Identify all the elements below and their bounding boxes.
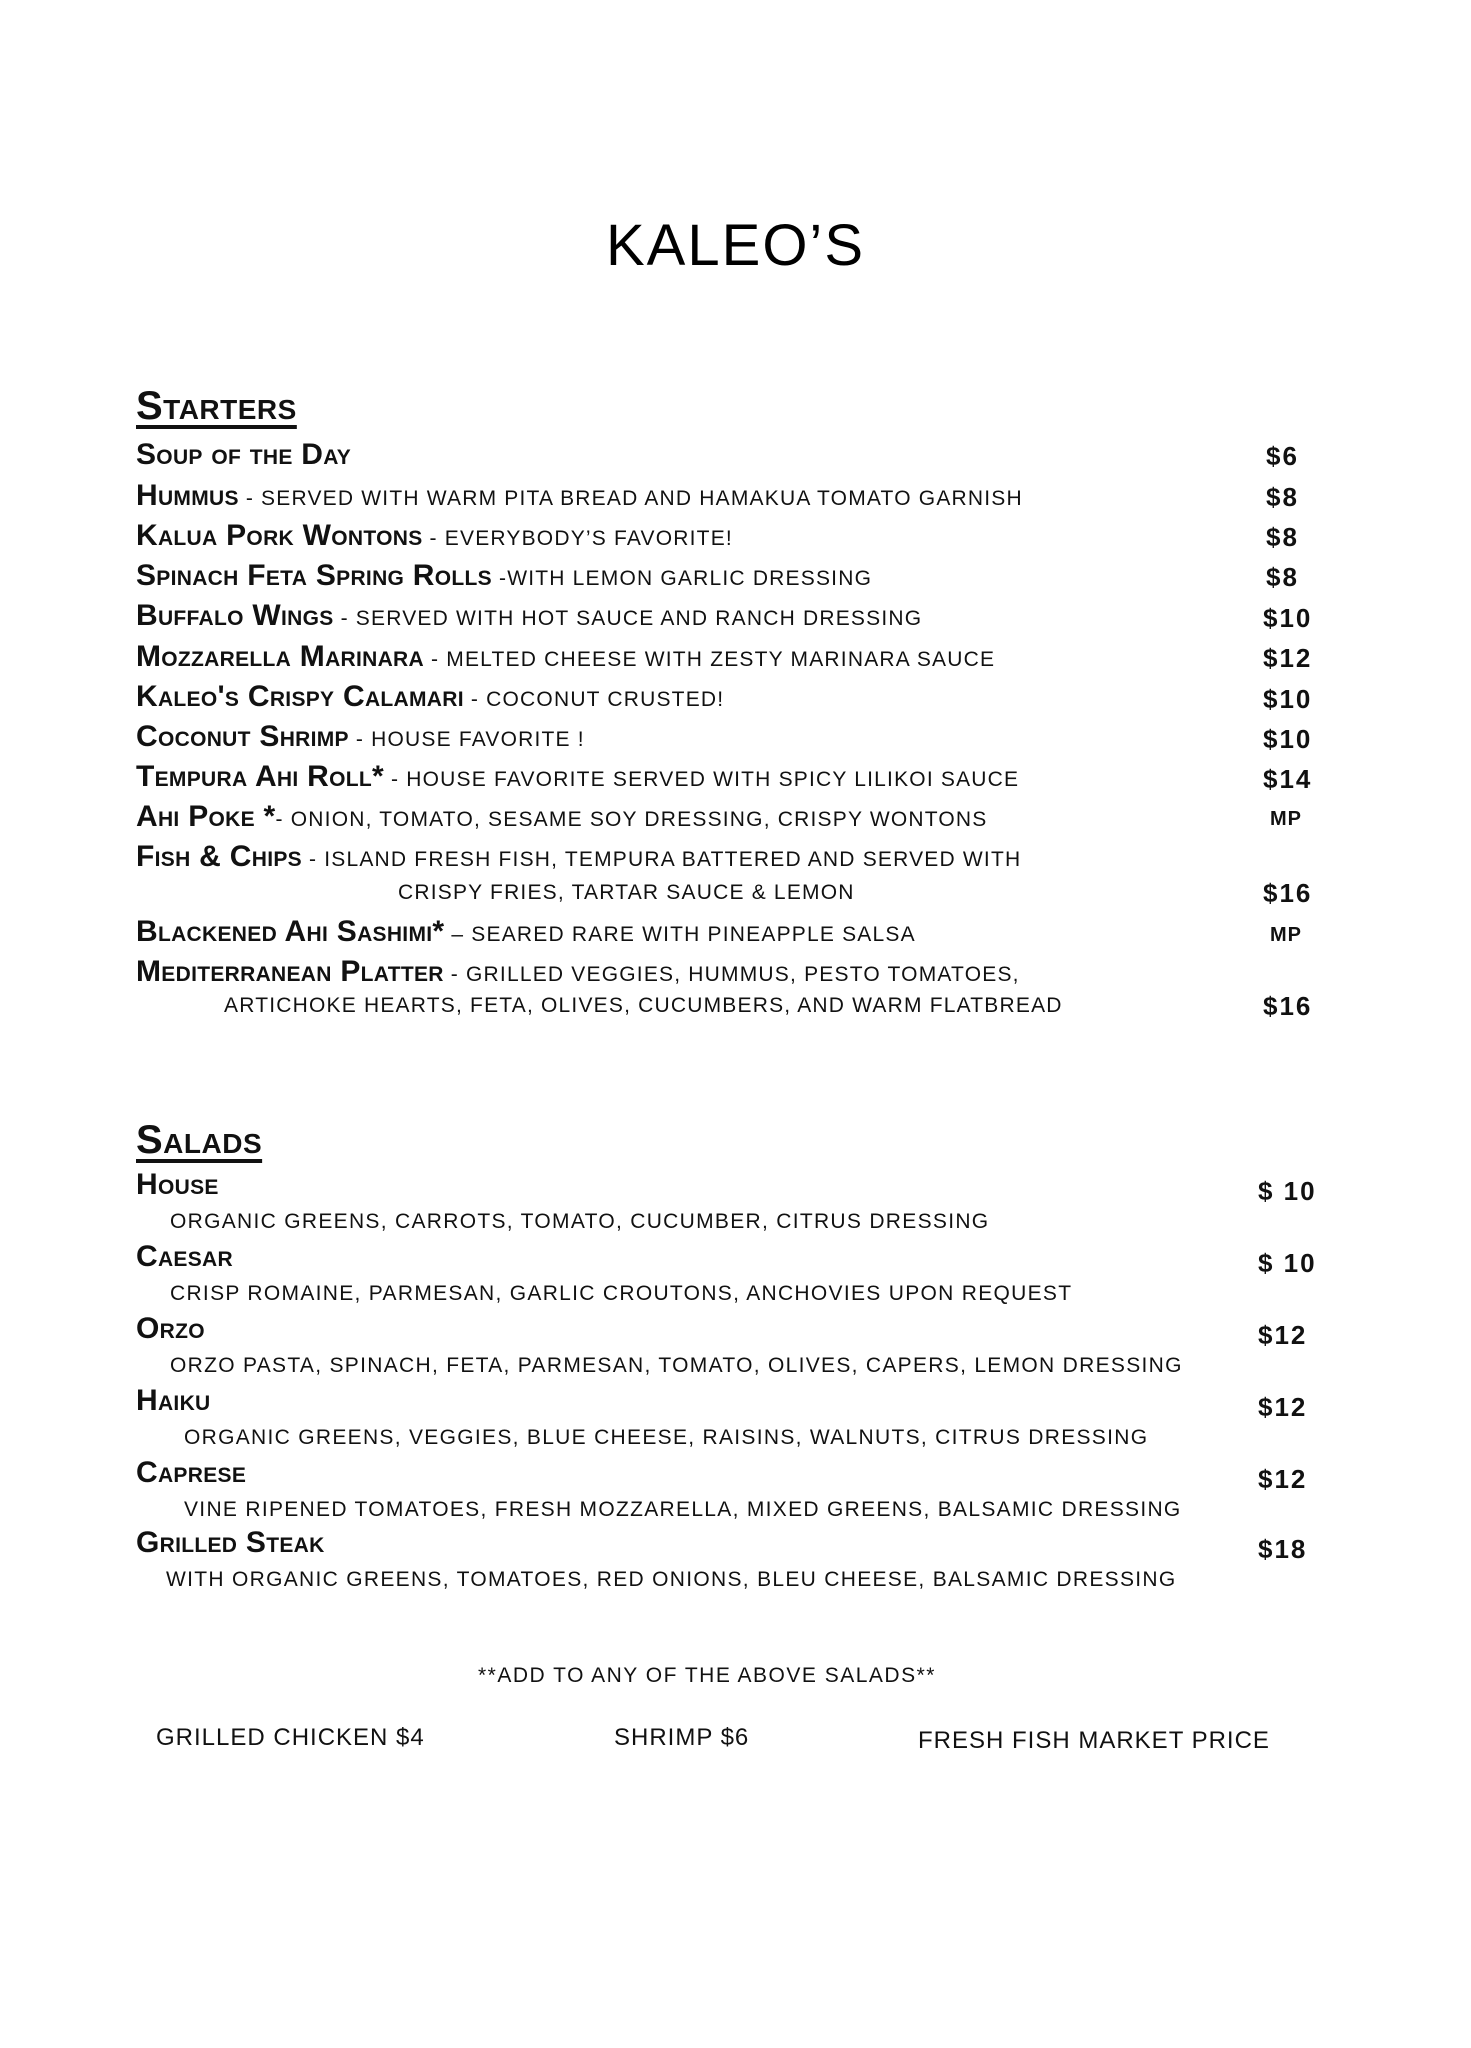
item-name: Blackened Ahi Sashimi*	[136, 915, 445, 948]
salad-grilled-steak	[136, 1526, 1336, 1566]
item-desc: WITH ORGANIC GREENS, TOMATOES, RED ONIONS, BLEU CHEESE, BALSAMIC DRESSING	[166, 1568, 1177, 1591]
starters-heading: Starters	[136, 384, 297, 428]
item-name: Caesar	[136, 1240, 233, 1273]
item-name: Caprese	[136, 1456, 247, 1489]
item-desc: - SERVED WITH HOT SAUCE AND RANCH DRESSING	[333, 607, 923, 630]
menu-item-blackened-ahi-sashimi	[136, 915, 1336, 955]
salad-house	[136, 1168, 1336, 1208]
addon-shrimp: SHRIMP $6	[614, 1724, 750, 1751]
item-desc: - ISLAND FRESH FISH, TEMPURA BATTERED AND SERVED WITH	[301, 848, 1022, 871]
item-price: $8	[1266, 482, 1299, 512]
item-desc: ORZO PASTA, SPINACH, FETA, PARMESAN, TOMATO, OLIVES, CAPERS, LEMON DRESSING	[170, 1354, 1183, 1377]
item-desc: – SEARED RARE WITH PINEAPPLE SALSA	[444, 923, 916, 946]
item-price: $8	[1266, 562, 1299, 592]
item-price: $8	[1266, 522, 1299, 552]
menu-item-hummus	[136, 479, 1336, 519]
item-price: $10	[1263, 724, 1313, 754]
item-desc: - EVERYBODY’S FAVORITE!	[422, 527, 733, 550]
menu-item-fish-and-chips	[136, 840, 1336, 880]
salads-heading: Salads	[136, 1118, 263, 1162]
item-name: Orzo	[136, 1312, 205, 1345]
item-name: Mozzarella Marinara	[136, 640, 424, 673]
salad-haiku	[136, 1384, 1336, 1424]
item-price: $10	[1263, 684, 1313, 714]
item-name: Spinach Feta Spring Rolls	[136, 559, 492, 592]
item-price: $6	[1266, 441, 1299, 471]
item-name: House	[136, 1168, 219, 1201]
item-price: $ 10	[1258, 1176, 1317, 1206]
item-desc-continued: CRISPY FRIES, TARTAR SAUCE & LEMON	[398, 881, 855, 904]
addon-grilled-chicken: GRILLED CHICKEN $4	[156, 1724, 425, 1751]
menu-item-soup	[136, 438, 1336, 478]
item-name: Hummus	[136, 479, 239, 512]
item-desc: -WITH LEMON GARLIC DRESSING	[491, 567, 873, 590]
item-price: $16	[1263, 991, 1313, 1021]
item-name: Ahi Poke *	[136, 800, 276, 833]
menu-item-tempura-ahi-roll	[136, 760, 1336, 800]
item-name: Coconut Shrimp	[136, 720, 349, 753]
item-price: $18	[1258, 1534, 1308, 1564]
menu-item-coconut-shrimp	[136, 720, 1336, 760]
item-desc: ORGANIC GREENS, VEGGIES, BLUE CHEESE, RAISINS, WALNUTS, CITRUS DRESSING	[184, 1426, 1149, 1449]
menu-item-ahi-poke	[136, 800, 1336, 840]
menu-item-spring-rolls	[136, 559, 1336, 599]
salad-addon-note: **ADD TO ANY OF THE ABOVE SALADS**	[478, 1664, 936, 1687]
item-price: MP	[1270, 924, 1302, 946]
salad-orzo	[136, 1312, 1336, 1352]
item-desc-continued: ARTICHOKE HEARTS, FETA, OLIVES, CUCUMBERS, AND WARM FLATBREAD	[224, 994, 1063, 1017]
item-price: $12	[1258, 1320, 1308, 1350]
menu-item-kalua-pork-wontons	[136, 519, 1336, 559]
item-price: $ 10	[1258, 1248, 1317, 1278]
salad-caprese	[136, 1456, 1336, 1496]
menu-item-buffalo-wings	[136, 599, 1336, 639]
item-name: Mediterranean Platter	[136, 955, 444, 988]
item-name: Soup of the Day	[136, 438, 352, 471]
restaurant-title: KALEO’S	[606, 213, 865, 278]
item-desc: - MELTED CHEESE WITH ZESTY MARINARA SAUCE	[424, 648, 996, 671]
item-price: $16	[1263, 878, 1313, 908]
item-price: $12	[1258, 1464, 1308, 1494]
salad-caesar	[136, 1240, 1336, 1280]
item-price: $12	[1263, 643, 1313, 673]
item-name: Grilled Steak	[136, 1526, 325, 1559]
item-desc: - COCONUT CRUSTED!	[463, 688, 725, 711]
item-desc: - GRILLED VEGGIES, HUMMUS, PESTO TOMATOES,	[443, 963, 1020, 986]
item-price: $10	[1263, 603, 1313, 633]
item-name: Kaleo's Crispy Calamari	[136, 680, 464, 713]
item-desc: VINE RIPENED TOMATOES, FRESH MOZZARELLA, MIXED GREENS, BALSAMIC DRESSING	[184, 1498, 1182, 1521]
menu-item-mediterranean-platter	[136, 955, 1336, 995]
item-name: Buffalo Wings	[136, 599, 334, 632]
item-desc: CRISP ROMAINE, PARMESAN, GARLIC CROUTONS, ANCHOVIES UPON REQUEST	[170, 1282, 1073, 1305]
item-desc: - HOUSE FAVORITE SERVED WITH SPICY LILIKOI SAUCE	[383, 768, 1020, 791]
item-price: MP	[1270, 808, 1302, 830]
item-name: Kalua Pork Wontons	[136, 519, 423, 552]
menu-item-mozzarella-marinara	[136, 640, 1336, 680]
item-desc: - ONION, TOMATO, SESAME SOY DRESSING, CRISPY WONTONS	[275, 808, 988, 831]
item-desc: ORGANIC GREENS, CARROTS, TOMATO, CUCUMBER, CITRUS DRESSING	[170, 1210, 990, 1233]
item-name: Fish & Chips	[136, 840, 302, 873]
item-name: Tempura Ahi Roll*	[136, 760, 384, 793]
item-desc: - HOUSE FAVORITE !	[348, 728, 585, 751]
item-name: Haiku	[136, 1384, 211, 1417]
addon-fresh-fish: FRESH FISH MARKET PRICE	[918, 1727, 1270, 1754]
menu-item-crispy-calamari	[136, 680, 1336, 720]
item-price: $14	[1263, 764, 1313, 794]
item-price: $12	[1258, 1392, 1308, 1422]
item-desc: - SERVED WITH WARM PITA BREAD AND HAMAKUA TOMATO GARNISH	[238, 487, 1023, 510]
